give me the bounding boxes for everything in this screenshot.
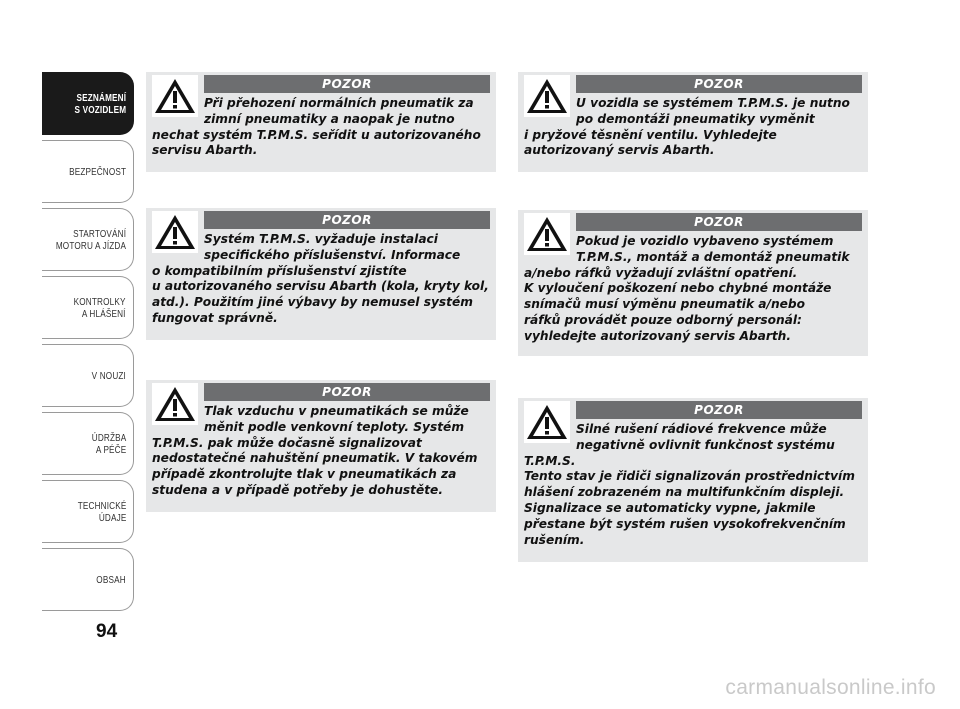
warning-text: Silné rušení rádiové frekvence může negativně ovlivnit funkčnost systému T.P.M.S. Tento stav je řidiči signalizován prostřednictvím hlášení zobrazeném na multifunkčním displeji. Signalizace se automaticky vypne, jakmile přestane být systém rušen vysokofrekvenčním rušením. (524, 422, 855, 547)
tab-label: BEZPEČNOST (68, 165, 126, 178)
warning-text: Tlak vzduchu v pneumatikách se může měnit podle venkovní teploty. Systém T.P.M.S. pak může dočasně signalizovat nedostatečné nahuštění pneumatik. V takovém případě zkontrolujte tlak v pneumatikách za studena a v případě potřeby je dohustěte. (152, 404, 478, 497)
tab-v-nouzi[interactable] (42, 344, 134, 407)
warning-header: POZOR (204, 383, 490, 401)
warning-header: POZOR (204, 75, 490, 93)
warning-triangle-icon (524, 75, 570, 117)
tab-label: OBSAH (96, 573, 126, 586)
tab-udrzba-a-pece[interactable] (42, 412, 134, 475)
warning-header: POZOR (576, 401, 862, 419)
warning-box-tpms-valve-seal (518, 72, 868, 172)
tab-label: KONTROLKY A HLÁŠENÍ (74, 295, 126, 320)
warning-text: Při přehození normálních pneumatik za zimní pneumatiky a naopak je nutno nechat systém T.P.M.S. seřídit u autorizovaného servisu Abarth. (152, 96, 481, 158)
warning-text: Pokud je vozidlo vybaveno systémem T.P.M.S., montáž a demontáž pneumatik a/nebo ráfků vyžadují zvláštní opatření. K vyloučení poškození nebo chybné montáže snímačů musí výměnu pneumatik a/nebo ráfků provádět pouze odborný personál: vyhledejte autorizovaný servis Abarth. (524, 234, 850, 343)
warning-box-tpms-mounting (518, 210, 868, 356)
tab-seznameni-s-vozidlem[interactable] (42, 72, 134, 135)
warning-text: Systém T.P.M.S. vyžaduje instalaci specifického příslušenství. Informace o kompatibilním příslušenství zjistíte u autorizovaného servisu Abarth (kola, kryty kol, atd.). Použitím jiné výbavy by nemusel systém fungovat správně. (152, 232, 489, 325)
warning-triangle-icon (152, 383, 198, 425)
warning-box-tpms-temperature (146, 380, 496, 512)
warning-header: POZOR (576, 213, 862, 231)
tab-label: V NOUZI (91, 369, 126, 382)
warning-box-tpms-accessories (146, 208, 496, 340)
tab-label: ÚDRŽBA A PÉČE (91, 431, 126, 456)
tab-bezpecnost[interactable] (42, 140, 134, 203)
tab-label: STARTOVÁNÍ MOTORU A JÍZDA (55, 227, 126, 252)
warning-triangle-icon (152, 211, 198, 253)
warning-box-tpms-winter-tires (146, 72, 496, 172)
tab-obsah[interactable] (42, 548, 134, 611)
tab-label: SEZNÁMENÍ S VOZIDLEM (74, 91, 126, 116)
warning-header: POZOR (204, 211, 490, 229)
page-number: 94 (96, 621, 118, 642)
warning-header: POZOR (576, 75, 862, 93)
warning-triangle-icon (152, 75, 198, 117)
tab-startovani-motoru[interactable] (42, 208, 134, 271)
warning-text: U vozidla se systémem T.P.M.S. je nutno po demontáži pneumatiky vyměnit i pryžové těsnění ventilu. Vyhledejte autorizovaný servis Abarth. (524, 96, 850, 158)
warning-triangle-icon (524, 213, 570, 255)
warning-triangle-icon (524, 401, 570, 443)
footer-watermark: carmanualsonline.info (725, 676, 936, 699)
tab-label: TECHNICKÉ ÚDAJE (77, 499, 126, 524)
tab-kontrolky-a-hlaseni[interactable] (42, 276, 134, 339)
warning-box-tpms-radio-interference (518, 398, 868, 562)
chapter-sidebar (42, 72, 134, 616)
tab-technicke-udaje[interactable] (42, 480, 134, 543)
